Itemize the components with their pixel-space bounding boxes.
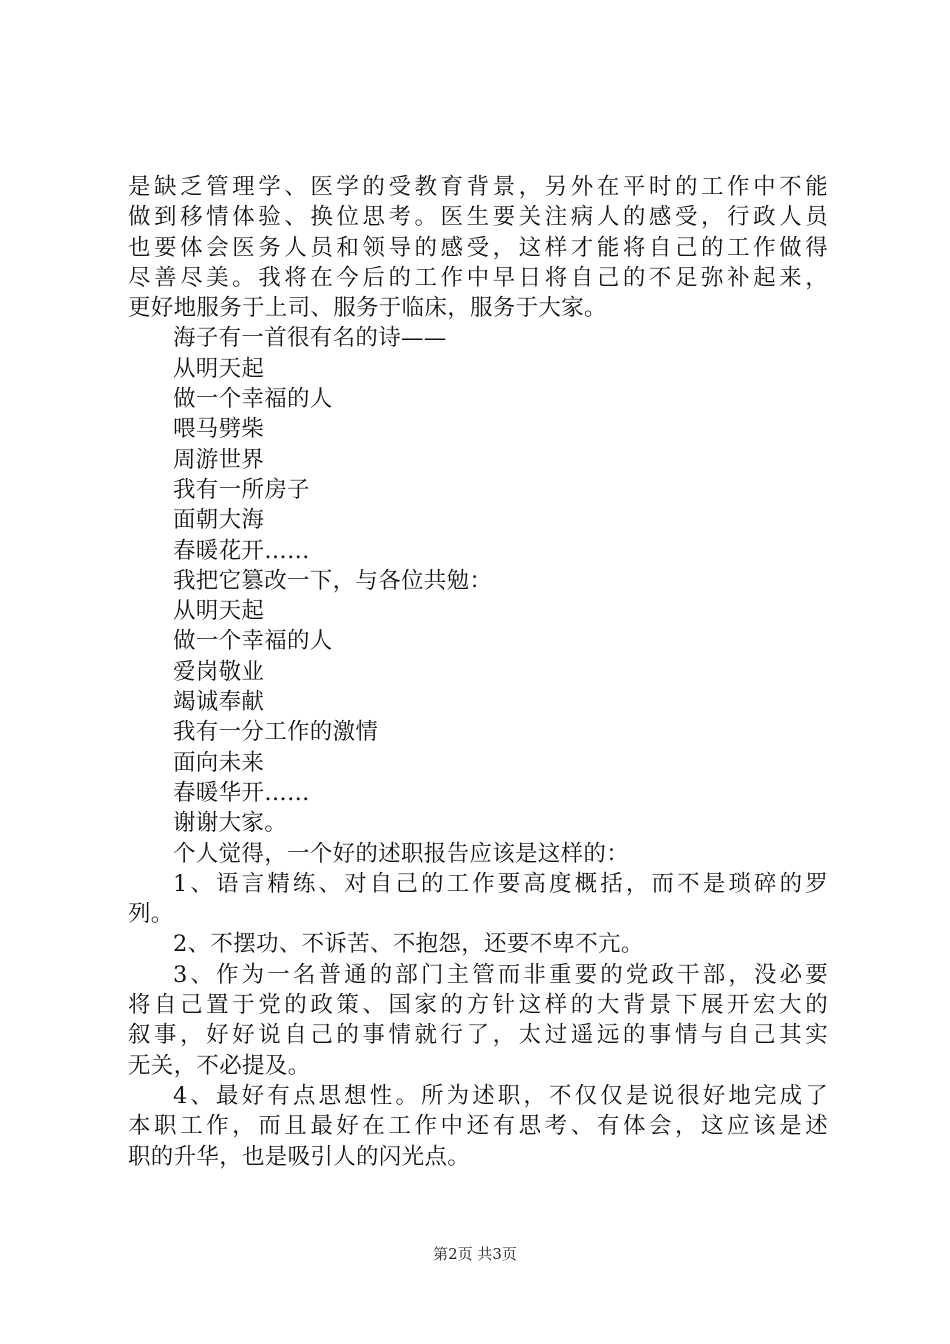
paragraph-line: 叙事，好好说自己的事情就行了，太过遥远的事情与自己其实: [128, 1022, 828, 1049]
paragraph-line: 谢谢大家。: [173, 810, 288, 837]
paragraph-line: 做到移情体验、换位思考。医生要关注病人的感受，行政人员: [128, 204, 828, 231]
poem-line: 竭诚奉献: [173, 689, 265, 716]
poem-line: 面朝大海: [173, 507, 265, 534]
paragraph-line: 我把它篡改一下，与各位共勉：: [173, 567, 493, 594]
page-number-footer: 第2页 共3页: [433, 1245, 517, 1263]
poem-line: 做一个幸福的人: [173, 628, 333, 655]
paragraph-line: 是缺乏管理学、医学的受教育背景，另外在平时的工作中不能: [128, 174, 828, 200]
paragraph-line: 尽善尽美。我将在今后的工作中早日将自己的不足弥补起来，: [128, 264, 828, 291]
paragraph-line: 个人觉得，一个好的述职报告应该是这样的：: [173, 840, 630, 867]
paragraph-line: 无关，不必提及。: [128, 1052, 311, 1079]
poem-line: 爱岗敬业: [173, 658, 265, 685]
poem-line: 我有一分工作的激情: [173, 719, 379, 746]
body-text: [128, 172, 828, 1172]
poem-line: 从明天起: [173, 355, 265, 382]
paragraph-line: 4、最好有点思想性。所为述职，不仅仅是说很好地完成了: [173, 1082, 828, 1109]
paragraph-line: 也要体会医务人员和领导的感受，这样才能将自己的工作做得: [128, 234, 828, 261]
poem-line: 从明天起: [173, 598, 265, 625]
poem-line: 我有一所房子: [173, 476, 310, 503]
paragraph-line: 将自己置于党的政策、国家的方针这样的大背景下展开宏大的: [128, 992, 828, 1019]
paragraph-line: 2、不摆功、不诉苦、不抱怨，还要不卑不亢。: [173, 931, 644, 958]
poem-line: 春暖花开……: [173, 537, 310, 564]
paragraph-line: 更好地服务于上司、服务于临床，服务于大家。: [128, 295, 607, 322]
paragraph-line: 列。: [128, 901, 174, 928]
poem-line: 喂马劈柴: [173, 416, 265, 443]
poem-line: 春暖华开……: [173, 779, 310, 806]
paragraph-line: 海子有一首很有名的诗——: [173, 325, 447, 352]
paragraph-line: 职的升华，也是吸引人的闪光点。: [128, 1143, 471, 1170]
paragraph-line: 3、作为一名普通的部门主管而非重要的党政干部，没必要: [173, 961, 828, 988]
poem-line: 面向未来: [173, 749, 265, 776]
paragraph-line: 1、语言精练、对自己的工作要高度概括，而不是琐碎的罗: [173, 870, 828, 897]
paragraph-line: 本职工作，而且最好在工作中还有思考、有体会，这应该是述: [128, 1113, 828, 1140]
poem-line: 做一个幸福的人: [173, 386, 333, 413]
poem-line: 周游世界: [173, 446, 265, 473]
